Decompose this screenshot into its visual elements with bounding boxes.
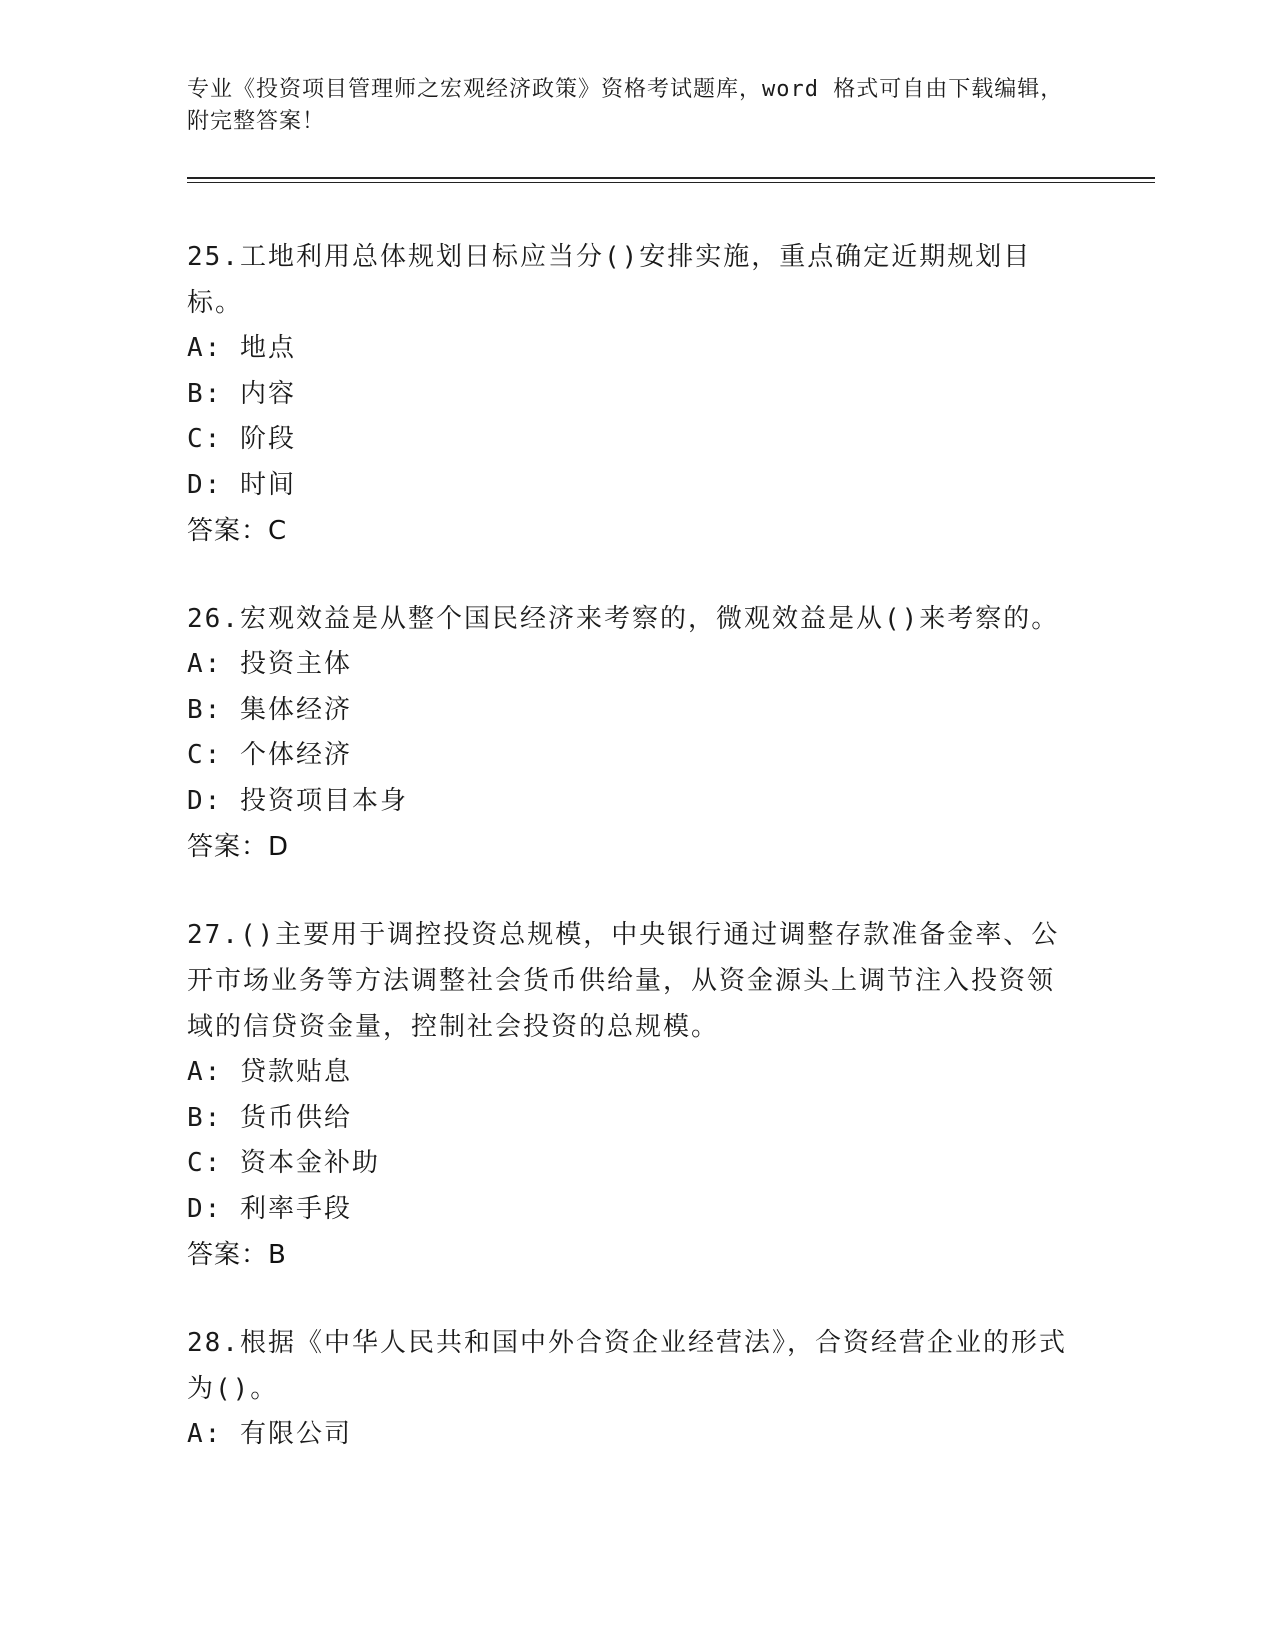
header-divider-thin: [187, 182, 1155, 183]
question-stem: 26.宏观效益是从整个国民经济来考察的，微观效益是从()来考察的。: [187, 604, 1060, 634]
answer-line: 答案：B: [187, 1240, 287, 1270]
question-27: [187, 912, 1077, 1278]
question-28: [187, 1320, 1077, 1458]
question-stem: 25.工地利用总体规划日标应当分()安排实施，重点确定近期规划目标。: [187, 242, 1032, 318]
option-c: C: 阶段: [187, 424, 296, 454]
answer-line: 答案：D: [187, 832, 290, 862]
option-b: B: 内容: [187, 378, 296, 409]
option-b: B: 货币供给: [187, 1102, 352, 1133]
option-b: B: 集体经济: [187, 694, 352, 725]
question-stem: 27.()主要用于调控投资总规模，中央银行通过调整存款准备金率、公开市场业务等方法调整社会货币供给量，从资金源头上调节注入投资领域的信贷资金量，控制社会投资的总规模。: [187, 920, 1060, 1042]
question-list: [187, 234, 1077, 1500]
question-stem: 28.根据《中华人民共和国中外合资企业经营法》，合资经营企业的形式为()。: [187, 1328, 1067, 1404]
option-a: A: 地点: [187, 333, 296, 363]
option-a: A: 贷款贴息: [187, 1057, 352, 1087]
option-c: C: 个体经济: [187, 740, 352, 770]
option-d: D: 投资项目本身: [187, 785, 408, 816]
option-c: C: 资本金补助: [187, 1148, 380, 1178]
answer-line: 答案：C: [187, 516, 288, 546]
option-a: A: 有限公司: [187, 1419, 352, 1449]
option-d: D: 时间: [187, 469, 296, 500]
option-a: A: 投资主体: [187, 649, 352, 679]
question-25: [187, 234, 1077, 554]
header-divider-thick: [187, 177, 1155, 179]
document-header: 专业《投资项目管理师之宏观经济政策》资格考试题库，word 格式可自由下载编辑，附完整答案！: [187, 77, 1064, 134]
option-d: D: 利率手段: [187, 1193, 352, 1224]
question-26: [187, 596, 1077, 870]
